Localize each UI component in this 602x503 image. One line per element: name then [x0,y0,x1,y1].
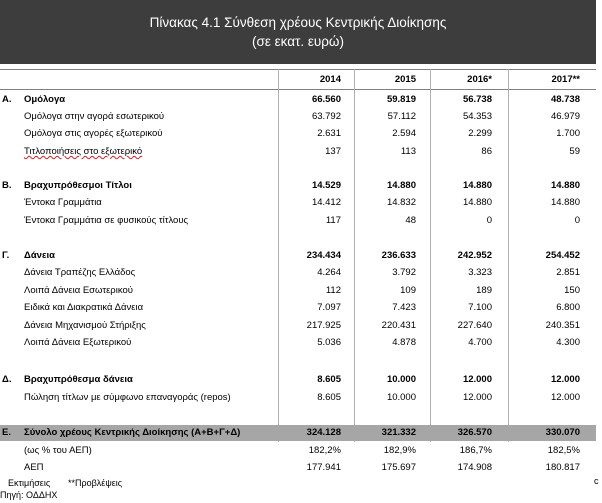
cell-2016: 0 [486,215,492,226]
table-row [0,335,596,351]
cell-2015: 182,9% [383,445,416,456]
section-letter: E. [2,427,11,438]
cell-2017: 330.070 [545,427,580,438]
cell-2016: 14.880 [462,180,492,191]
cell-2017: 182,5% [547,445,580,456]
row-label: Βραχυπρόθεσμοι Τίτλοι [24,180,132,191]
section-letter: Γ. [2,250,10,261]
row-label: Έντοκα Γραμμάτια σε φυσικούς τίτλους [24,215,189,226]
cell-2015: 10.000 [386,392,416,403]
cell-2014: 14.412 [311,197,341,208]
cell-2017: 240.351 [545,320,580,331]
cell-2015: 10.000 [386,374,416,385]
table-row [0,460,596,476]
table-title-line2: (σε εκατ. ευρώ) [252,34,344,49]
cell-2016: 12.000 [462,374,492,385]
cell-2014: 117 [325,215,341,226]
cell-2014: 137 [325,146,341,157]
cell-2017: 2.851 [556,267,580,278]
cell-2016: 3.323 [468,267,492,278]
table-row [0,92,596,108]
row-label: Βραχυπρόθεσμα δάνεια [24,374,133,385]
row-label: Σύνολο χρέους Κεντρικής Διοίκησης (Α+Β+Γ+Δ) [24,427,241,438]
cell-2014: 324.128 [306,427,341,438]
cell-2015: 48 [405,215,416,226]
cell-2016: 174.908 [457,462,492,473]
cell-2017: 14.880 [550,180,580,191]
table-row [0,248,596,264]
cell-2017: 0 [574,215,580,226]
cell-2015: 14.880 [386,180,416,191]
cell-2015: 2.594 [392,128,416,139]
cell-2017: 59 [569,146,580,157]
cell-2014: 182,2% [308,445,341,456]
table-row [0,390,596,406]
cell-2016: 56.738 [462,94,492,105]
section-letter: A. [2,94,12,105]
row-label: Τιτλοποιήσεις στο εξωτερικό [24,146,143,157]
table-row [0,178,596,194]
table-row [0,283,596,299]
cell-2015: 14.832 [386,197,416,208]
cell-2017: 1.700 [556,128,580,139]
row-label: (ως % του ΑΕΠ) [24,445,92,456]
cell-2016: 86 [481,146,492,157]
table-row [0,195,596,211]
cell-2014: 177.941 [306,462,341,473]
cell-2014: 7.097 [317,302,341,313]
cell-2016: 189 [476,285,492,296]
corner-mark: c [594,476,599,486]
table-row [0,318,596,334]
cell-2015: 57.112 [387,111,416,122]
cell-2016: 54.353 [462,111,492,122]
cell-2016: 227.640 [457,320,492,331]
cell-2017: 6.800 [556,302,580,313]
table-row [0,144,596,160]
row-label: Πώληση τίτλων με σύμφωνο επαναγοράς (repos) [24,392,231,403]
cell-2016: 14.880 [462,197,492,208]
row-label: Λοιπά Δάνεια Εξωτερικού [24,337,132,348]
cell-2015: 175.697 [381,462,416,473]
cell-2015: 3.792 [392,267,416,278]
row-label: Ομόλογα [24,94,66,105]
cell-2015: 7.423 [392,302,416,313]
table-title-line1: Πίνακας 4.1 Σύνθεση χρέους Κεντρικής Διοίκησης [149,15,447,30]
cell-2014: 234.434 [306,250,341,261]
cell-2017: 180.817 [545,462,580,473]
table-row [0,109,596,125]
cell-2015: 220.431 [381,320,416,331]
divider [0,69,596,70]
header-2014: 2014 [319,74,341,85]
row-label: Ομόλογα στην αγορά εσωτερικού [24,111,165,122]
total-row [0,425,596,441]
cell-2015: 321.332 [381,427,416,438]
row-label: Ειδικά και Διακρατικά Δάνεια [24,302,144,313]
row-label: ΑΕΠ [24,462,44,473]
cell-2017: 46.979 [550,111,580,122]
cell-2016: 186,7% [459,445,492,456]
row-label: Δάνεια Τραπέζης Ελλάδος [24,267,136,278]
cell-2015: 109 [400,285,416,296]
table-row [0,372,596,388]
divider [0,89,596,90]
cell-2014: 8.605 [317,374,341,385]
table-title [0,0,596,64]
table-row [0,300,596,316]
cell-2017: 48.738 [550,94,580,105]
row-label: Ομόλογα στις αγορές εξωτερικού [24,128,163,139]
cell-2015: 4.878 [392,337,416,348]
cell-2014: 14.529 [311,180,341,191]
cell-2017: 150 [564,285,580,296]
cell-2017: 12.000 [550,392,580,403]
cell-2017: 14.880 [550,197,580,208]
table-row [0,443,596,459]
cell-2014: 8.605 [317,392,341,403]
cell-2016: 12.000 [462,392,492,403]
section-letter: B. [2,180,12,191]
row-label: Δάνεια [24,250,55,261]
cell-2014: 217.925 [306,320,341,331]
cell-2017: 4.300 [556,337,580,348]
header-2017: 2017** [551,74,580,85]
cell-2017: 254.452 [545,250,580,261]
header-2015: 2015 [394,74,416,85]
cell-2014: 63.792 [311,111,341,122]
cell-2016: 242.952 [457,250,492,261]
cell-2015: 113 [400,146,416,157]
table-row [0,265,596,281]
cell-2017: 12.000 [550,374,580,385]
footnote-source: Πηγή: ΟΔΔΗΧ [0,490,58,500]
cell-2014: 66.560 [311,94,341,105]
cell-2014: 2.631 [317,128,341,139]
cell-2016: 7.100 [468,302,492,313]
cell-2014: 5.036 [317,337,341,348]
cell-2016: 326.570 [457,427,492,438]
header-2016: 2016* [467,74,492,85]
section-letter: Δ. [2,374,12,385]
table-row [0,213,596,229]
cell-2016: 4.700 [468,337,492,348]
table-row [0,126,596,142]
cell-2016: 2.299 [468,128,492,139]
cell-2014: 4.264 [317,267,341,278]
row-label: Λοιπά Δάνεια Εσωτερικού [24,285,133,296]
footnote-forecasts: **Προβλέψεις [68,478,123,488]
row-label: Δάνεια Μηχανισμού Στήριξης [24,320,146,331]
cell-2014: 112 [325,285,341,296]
cell-2015: 59.819 [386,94,416,105]
row-label: Έντοκα Γραμμάτια [24,197,102,208]
cell-2015: 236.633 [381,250,416,261]
footnote-estimates: Εκτιμήσεις [8,478,51,488]
